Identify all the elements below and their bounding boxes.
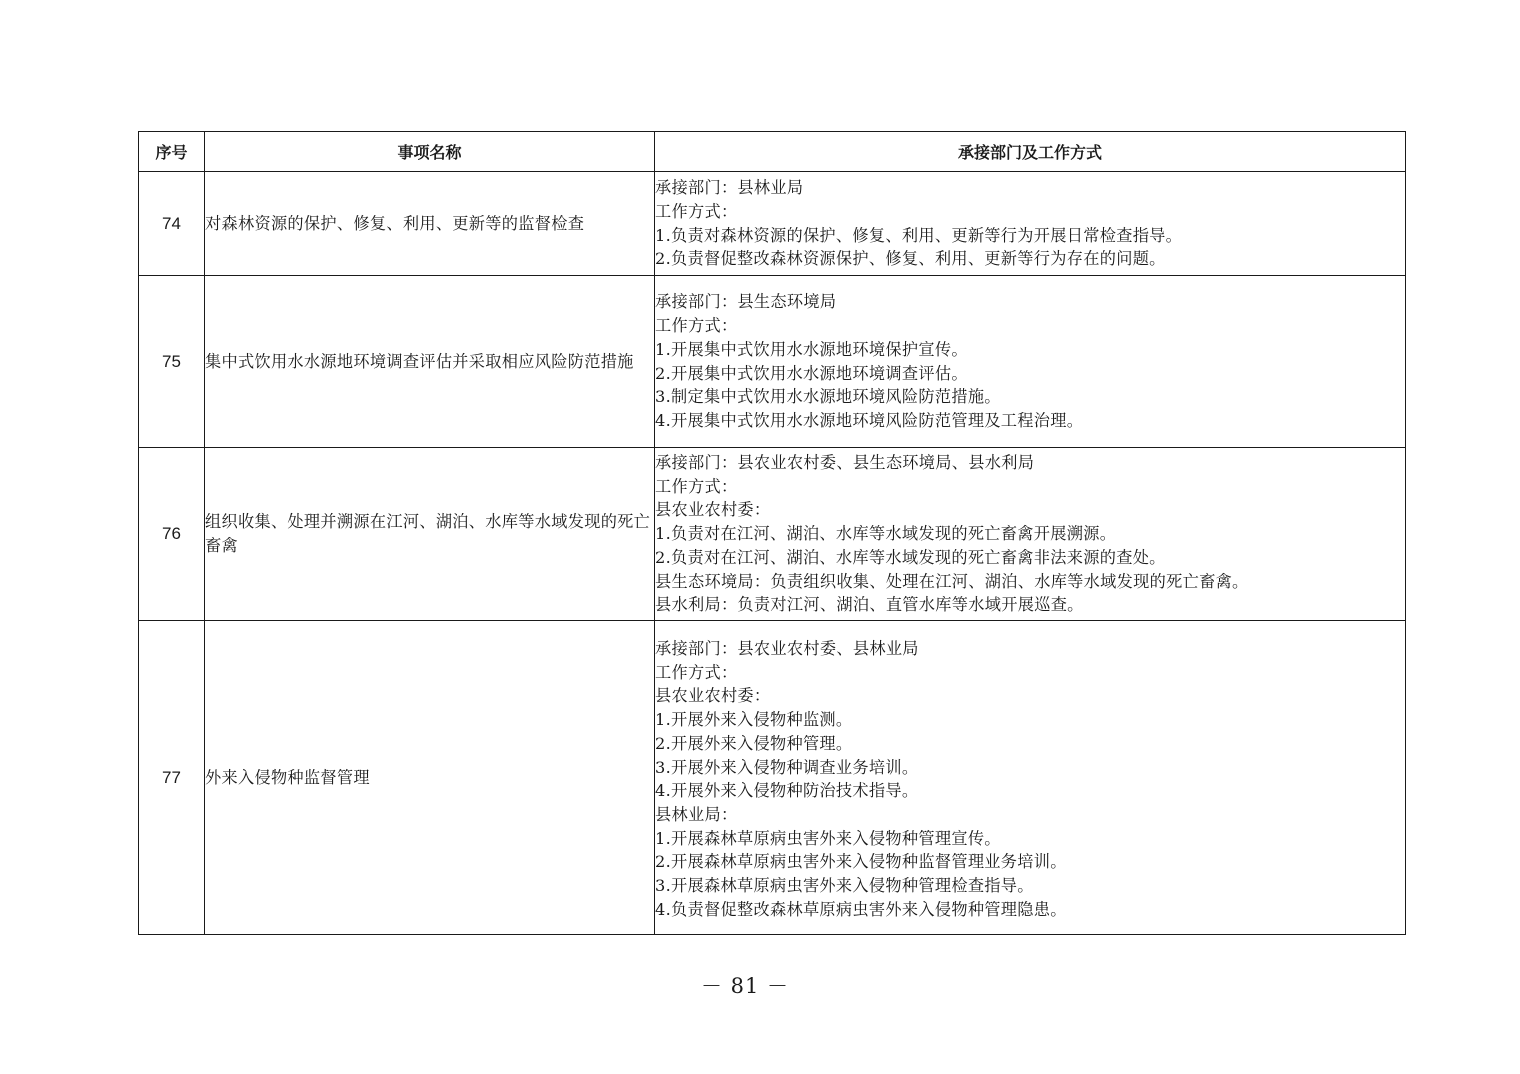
dept-line: 1.开展集中式饮用水水源地环境保护宣传。 [655, 339, 968, 359]
matters-table [138, 131, 1406, 935]
dept-line: 2.开展外来入侵物种管理。 [655, 733, 853, 753]
dept-line: 承接部门：县生态环境局 [655, 292, 837, 312]
row-name: 集中式饮用水水源地环境调查评估并采取相应风险防范措施 [205, 276, 655, 448]
table-row [139, 448, 1406, 621]
header-dept: 承接部门及工作方式 [655, 132, 1406, 172]
row-dept [655, 172, 1406, 276]
dept-line: 县生态环境局：负责组织收集、处理在江河、湖泊、水库等水域发现的死亡畜禽。 [655, 571, 1249, 591]
dept-line: 县林业局： [655, 804, 738, 824]
dept-line: 2.负责对在江河、湖泊、水库等水域发现的死亡畜禽非法来源的查处。 [655, 547, 1166, 567]
row-name: 组织收集、处理并溯源在江河、湖泊、水库等水域发现的死亡畜禽 [205, 448, 655, 621]
dept-line: 1.负责对在江河、湖泊、水库等水域发现的死亡畜禽开展溯源。 [655, 524, 1117, 544]
header-name: 事项名称 [205, 132, 655, 172]
dept-line: 3.开展外来入侵物种调查业务培训。 [655, 757, 919, 777]
dept-line: 承接部门：县农业农村委、县林业局 [655, 639, 919, 658]
row-seq: 74 [139, 172, 205, 276]
dept-line: 工作方式： [655, 316, 738, 336]
dept-line: 工作方式： [655, 201, 738, 221]
row-seq: 76 [139, 448, 205, 621]
dept-line: 县农业农村委： [655, 686, 771, 706]
dept-line: 4.开展外来入侵物种防治技术指导。 [655, 781, 919, 801]
dept-line: 3.开展森林草原病虫害外来入侵物种管理检查指导。 [655, 876, 1034, 896]
dept-line: 3.制定集中式饮用水水源地环境风险防范措施。 [655, 387, 1001, 407]
dept-line: 1.开展森林草原病虫害外来入侵物种管理宣传。 [655, 828, 1001, 848]
table-row [139, 621, 1406, 935]
table-row [139, 276, 1406, 448]
row-name: 对森林资源的保护、修复、利用、更新等的监督检查 [205, 172, 655, 276]
dept-line: 县农业农村委： [655, 500, 771, 520]
dept-line: 4.负责督促整改森林草原病虫害外来入侵物种管理隐患。 [655, 899, 1067, 919]
dept-line: 1.开展外来入侵物种监测。 [655, 710, 853, 730]
row-seq: 75 [139, 276, 205, 448]
dept-line: 承接部门：县农业农村委、县生态环境局、县水利局 [655, 453, 1035, 473]
dept-line: 2.开展集中式饮用水水源地环境调查评估。 [655, 363, 968, 383]
row-seq: 77 [139, 621, 205, 935]
dept-line: 承接部门：县林业局 [655, 178, 804, 198]
dept-line: 工作方式： [655, 476, 738, 496]
dept-line: 2.负责督促整改森林资源保护、修复、利用、更新等行为存在的问题。 [655, 249, 1166, 269]
dept-line: 县水利局：负责对江河、湖泊、直管水库等水域开展巡查。 [655, 595, 1084, 615]
dept-line: 4.开展集中式饮用水水源地环境风险防范管理及工程治理。 [655, 410, 1084, 430]
header-seq: 序号 [139, 132, 205, 172]
table-header-row [139, 132, 1406, 172]
dept-line: 工作方式： [655, 662, 738, 682]
row-dept [655, 621, 1406, 935]
row-dept [655, 448, 1406, 621]
dept-line: 1.负责对森林资源的保护、修复、利用、更新等行为开展日常检查指导。 [655, 225, 1183, 245]
row-name: 外来入侵物种监督管理 [205, 621, 655, 935]
dept-line: 2.开展森林草原病虫害外来入侵物种监督管理业务培训。 [655, 852, 1067, 872]
row-dept [655, 276, 1406, 448]
page-number: － 81 － [700, 974, 790, 998]
table-row [139, 172, 1406, 276]
